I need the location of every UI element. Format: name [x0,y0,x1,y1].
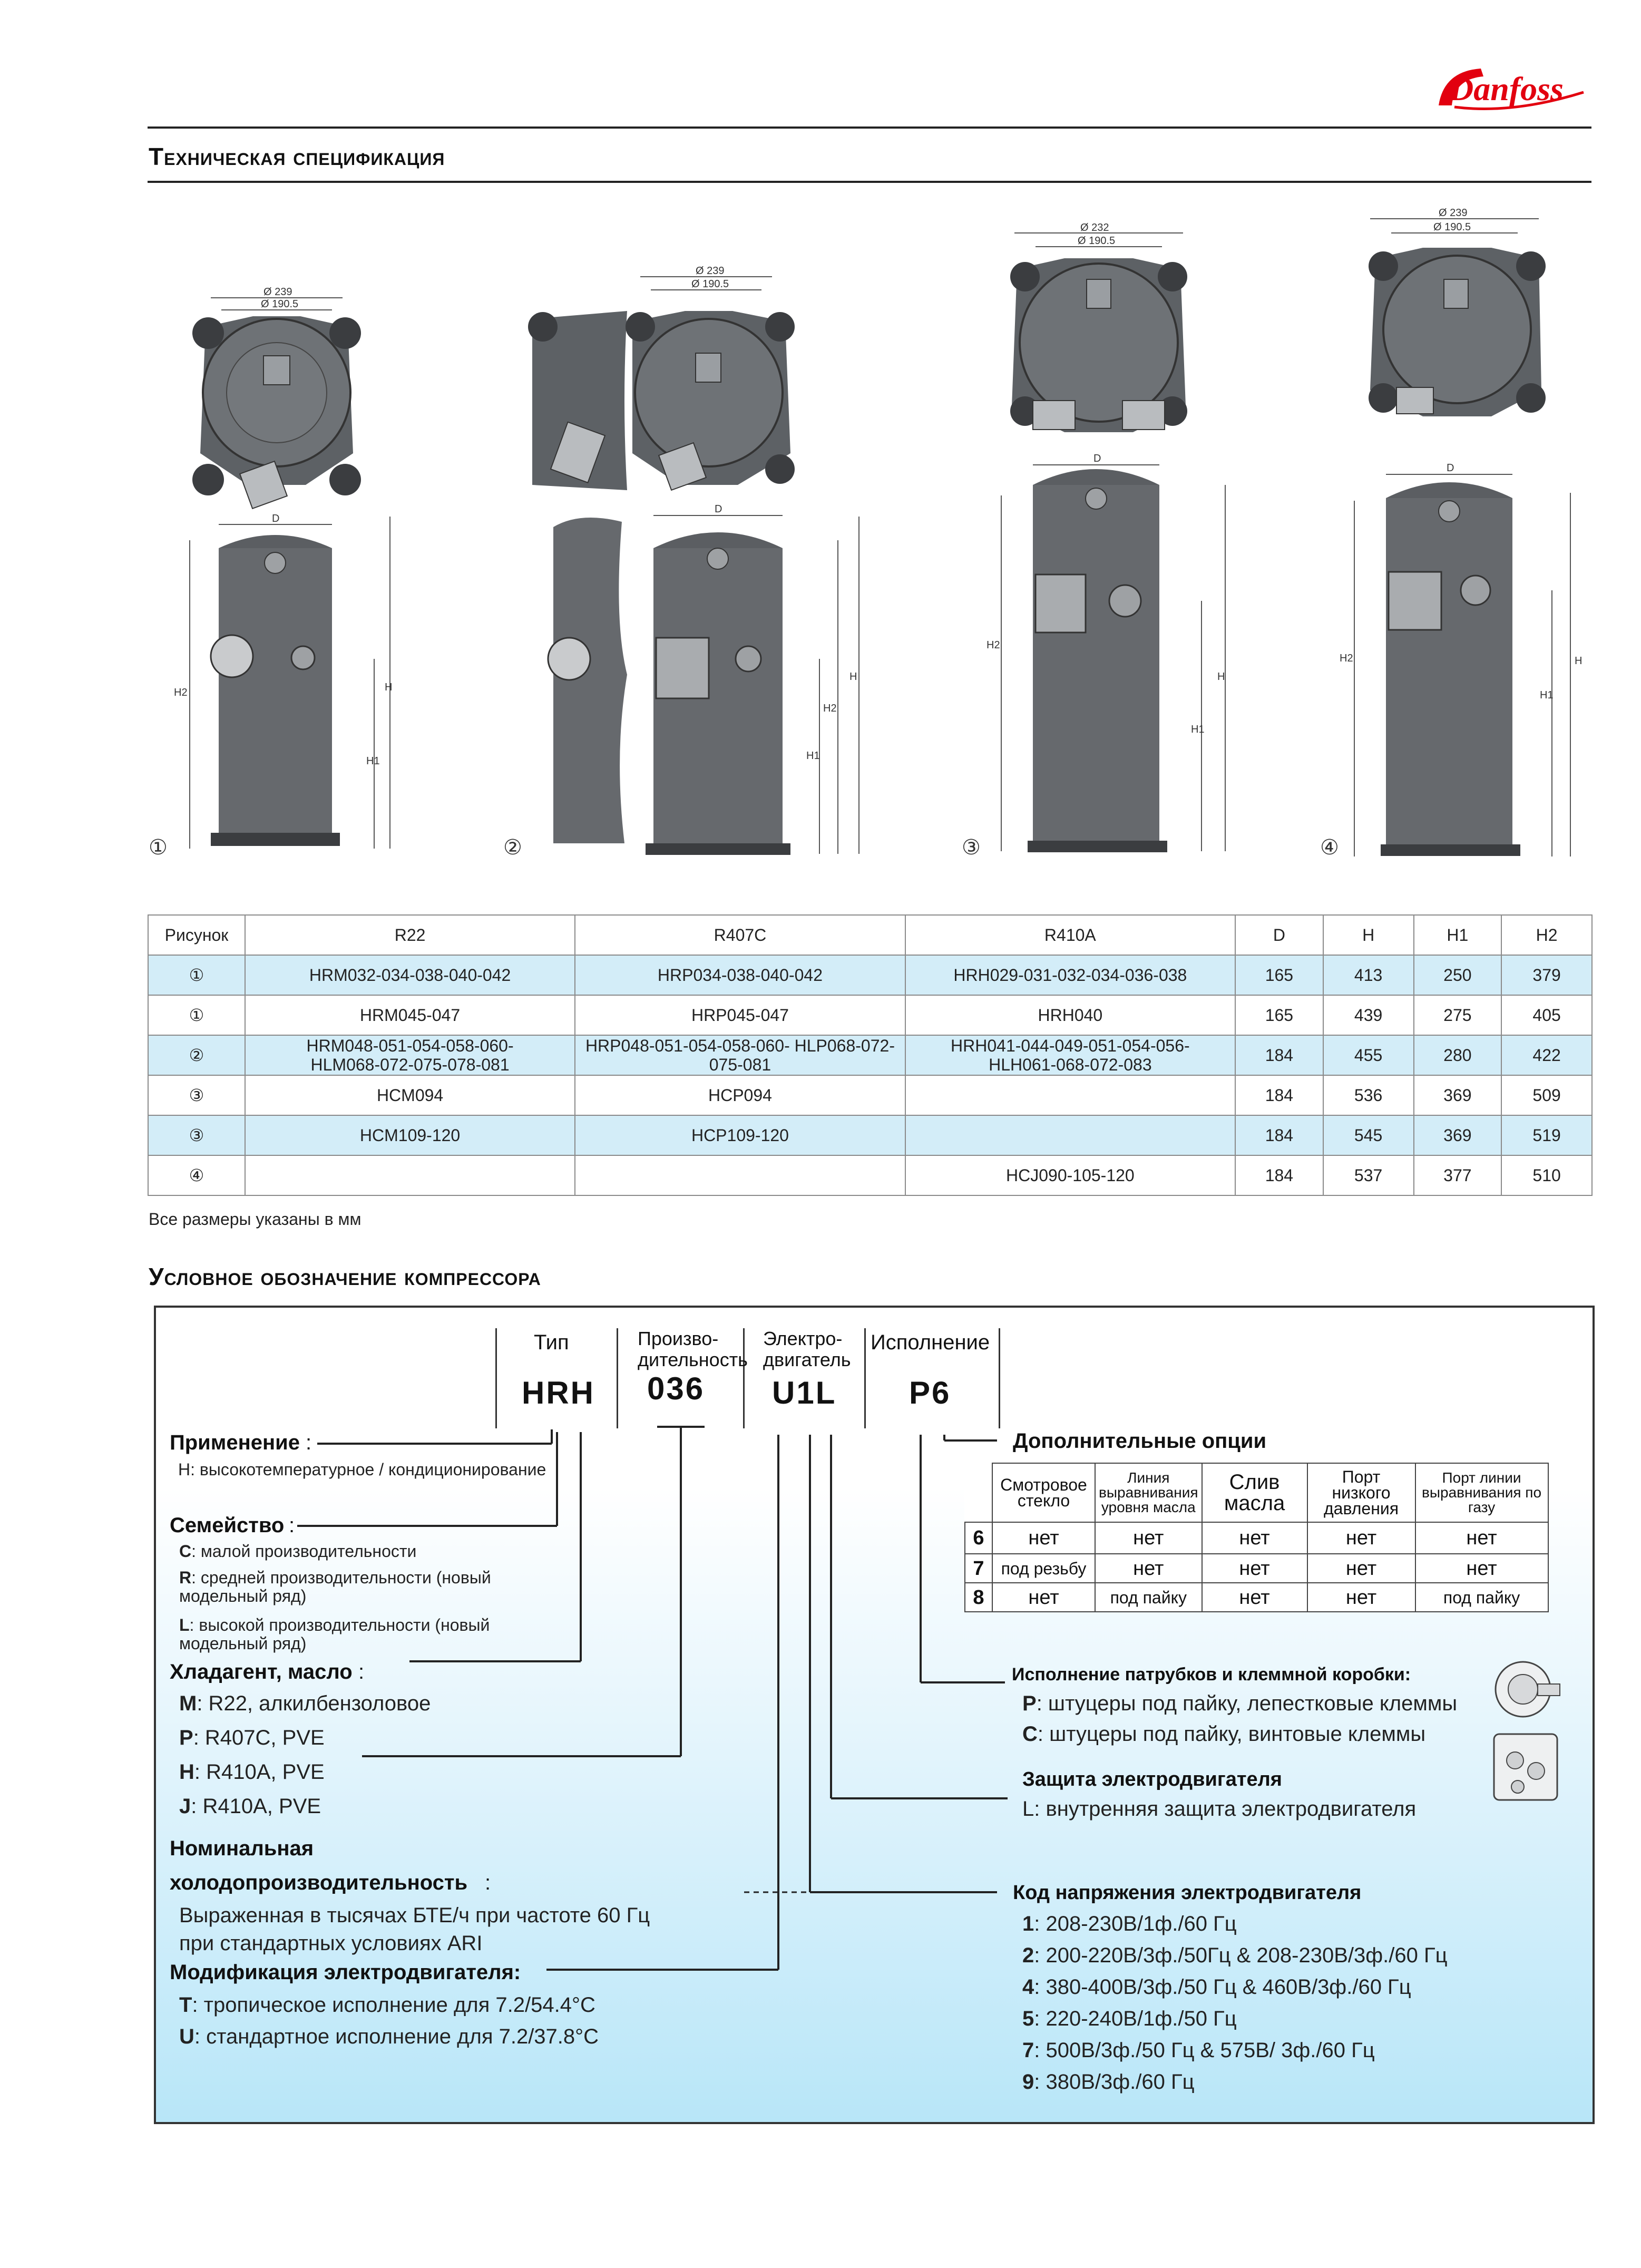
header-cell: D [1235,915,1323,955]
voltage-item [1022,2070,1195,2094]
table-cell: HRP045-047 [575,995,905,1035]
voltage-value: : 200-220В/3ф./50Гц & 208-230В/3ф./60 Гц [1034,1944,1448,1967]
header-cell: H1 [1414,915,1502,955]
table-cell: 519 [1501,1115,1592,1155]
top-rule [148,126,1591,129]
motor-mod-title: Модификация электродвигателя: [170,1961,521,1984]
header-cell: R407C [575,915,905,955]
options-row [965,1554,1548,1583]
table-cell: HCJ090-105-120 [905,1155,1235,1195]
options-cell: нет [1307,1554,1415,1583]
table-row [148,1075,1592,1115]
application-text: H: высокотемпературное / кондиционирование [178,1460,546,1479]
section-title-spec: Техническая спецификация [149,143,445,170]
header-cell: H [1323,915,1414,955]
capacity-title-a: Номинальная [170,1837,314,1860]
voltage-item [1022,1912,1237,1936]
family-item [179,1586,306,1606]
family-item [179,1542,416,1561]
refrigerant-item [179,1692,431,1716]
table-row [148,955,1592,995]
figure-2-drawing [522,253,901,864]
table-cell: 184 [1235,1075,1323,1115]
code-value-motor: U1L [772,1375,837,1410]
table-cell [905,1035,1235,1075]
family-colon: : [289,1514,295,1537]
options-title: Дополнительные опции [1013,1429,1267,1453]
table-cell [575,1035,905,1075]
fig1-h2-label: H2 [174,687,188,698]
table-cell: ① [148,955,245,995]
table-cell: 280 [1414,1035,1502,1075]
fig4-h1-label: H1 [1540,689,1554,701]
voltage-item [1022,2039,1375,2062]
table-cell: 413 [1323,955,1414,995]
application-title: Применение [170,1431,300,1454]
fig4-d-label: D [1447,462,1454,474]
units-note: Все размеры указаны в мм [149,1210,362,1229]
screw-terminal-icon [1494,1734,1557,1800]
options-cell: нет [1202,1554,1307,1583]
table-row [148,1155,1592,1195]
options-header: Смотровое стекло [992,1463,1095,1522]
fig1-h1-label: H1 [366,755,380,767]
options-cell: нет [1202,1583,1307,1612]
options-cell: нет [1307,1583,1415,1612]
options-cell: под пайку [1415,1583,1548,1612]
table-cell: 422 [1501,1035,1592,1075]
code-value-type: HRH [522,1375,595,1410]
refrigerant-value: : R410A, PVE [191,1795,321,1818]
voltage-item [1022,1975,1411,1999]
voltage-value: : 208-230В/1ф./60 Гц [1034,1912,1237,1935]
table-cell: HRM032-034-038-040-042 [245,955,575,995]
options-cell: нет [1202,1522,1307,1554]
options-corner [965,1463,992,1522]
table-cell: 165 [1235,955,1323,995]
table-cell: ④ [148,1155,245,1195]
table-cell: 369 [1414,1115,1502,1155]
table-cell: ③ [148,1115,245,1155]
fig4-h2-label: H2 [1340,653,1353,664]
header-cell: Рисунок [148,915,245,955]
options-cell: под пайку [1095,1583,1202,1612]
fig1-d-label: D [272,513,280,524]
refrigerant-item [179,1726,325,1750]
table-cell [245,1035,575,1075]
table-cell: HCM109-120 [245,1115,575,1155]
fig2-top-d2: Ø 190.5 [691,278,729,290]
cell-line: HRH041-044-049-051-054-056- [951,1036,1190,1055]
cell-line: HRP048-051-054-058-060- HLP068-072- [585,1036,895,1055]
figure-3-drawing [985,211,1281,864]
voltage-key: 7 [1022,2039,1034,2062]
table-cell: 509 [1501,1075,1592,1115]
options-table [964,1463,1549,1612]
connections-item [1022,1692,1457,1716]
motor-mod-item [179,2025,599,2049]
fig4-h-label: H [1575,655,1583,667]
table-cell: 369 [1414,1075,1502,1115]
code-col-motor-b: двигатель [763,1349,851,1370]
svg-text:Danfoss: Danfoss [1449,70,1564,108]
table-cell: HCP109-120 [575,1115,905,1155]
fig3-top-d1: Ø 232 [1080,222,1109,233]
fig4-top-d1: Ø 239 [1439,207,1468,219]
voltage-item [1022,1944,1448,1968]
fig1-h-label: H [385,682,393,693]
refrigerant-key: J [179,1795,191,1818]
voltage-value: : 500В/3ф./50 Гц & 575В/ 3ф./60 Гц [1034,2039,1375,2062]
connections-value: : штуцеры под пайку, винтовые клеммы [1037,1722,1426,1746]
table-row [148,995,1592,1035]
fig2-h-label: H [849,671,857,683]
table-cell: HCP094 [575,1075,905,1115]
options-cell: нет [1415,1554,1548,1583]
family-value: : высокой производительности (новый [189,1615,490,1634]
fig3-h-label: H [1217,671,1225,683]
code-value-exec: P6 [909,1375,951,1410]
table-cell: 184 [1235,1155,1323,1195]
cell-line: HLH061-068-072-083 [989,1055,1152,1074]
options-header: Порт низкого давления [1307,1463,1415,1522]
code-col-perf-a: Произво- [638,1328,719,1349]
table-cell: 165 [1235,995,1323,1035]
options-cell: нет [1095,1554,1202,1583]
table-cell: ② [148,1035,245,1075]
voltage-item [1022,2007,1237,2031]
table-cell: 439 [1323,995,1414,1035]
refrigerant-colon: : [358,1660,365,1683]
motor-mod-key: U [179,2025,194,2048]
code-col-type: Тип [534,1331,569,1354]
protection-text: L: внутренняя защита электродвигателя [1022,1797,1417,1821]
table-cell: 377 [1414,1155,1502,1195]
connections-title: Исполнение патрубков и клеммной коробки: [1012,1665,1411,1685]
options-cell: под резьбу [992,1554,1095,1583]
options-cell: нет [1307,1522,1415,1554]
options-cell: нет [1415,1522,1548,1554]
code-value-perf: 036 [647,1371,705,1406]
cell-line: HLM068-072-075-078-081 [310,1055,510,1074]
refrigerant-key: M [179,1692,197,1715]
options-header: Линия выравнивания уровня масла [1095,1463,1202,1522]
figure-4-number: ④ [1320,836,1339,859]
fig3-h1-label: H1 [1191,724,1205,735]
options-cell: нет [992,1583,1095,1612]
table-cell: 536 [1323,1075,1414,1115]
motor-mod-item [179,1993,595,2017]
table-row [148,1115,1592,1155]
motor-mod-key: T [179,1993,192,2017]
protection-title: Защита электродвигателя [1022,1768,1282,1790]
family-key: C [179,1542,192,1561]
code-col-exec: Исполнение [871,1331,990,1354]
voltage-key: 4 [1022,1975,1034,1999]
fig2-top-d1: Ø 239 [696,265,725,277]
table-cell: 405 [1501,995,1592,1035]
cell-line: HRM048-051-054-058-060- [306,1036,514,1055]
table-cell: 510 [1501,1155,1592,1195]
options-row-code: 6 [965,1522,992,1554]
table-cell: 455 [1323,1035,1414,1075]
refrigerant-value: : R410A, PVE [194,1760,325,1784]
danfoss-logo [1433,55,1591,119]
table-cell: HCM094 [245,1075,575,1115]
family-title: Семейство [170,1514,285,1537]
voltage-key: 9 [1022,2070,1034,2094]
motor-mod-value: : стандартное исполнение для 7.2/37.8°C [194,2025,599,2048]
capacity-colon: : [485,1871,491,1894]
header-cell: R410A [905,915,1235,955]
table-cell [245,1155,575,1195]
family-key: L [179,1615,190,1634]
table-cell: 545 [1323,1115,1414,1155]
options-row [965,1583,1548,1612]
section-rule [148,181,1591,183]
refrigerant-value: : R22, алкилбензоловое [197,1692,431,1715]
figure-1-drawing [153,274,427,864]
application-colon: : [306,1431,312,1454]
table-row [148,1035,1592,1075]
capacity-text-b: при стандартных условиях ARI [179,1932,483,1955]
connections-key: C [1022,1722,1038,1746]
table-cell: ③ [148,1075,245,1115]
table-cell: 537 [1323,1155,1414,1195]
table-cell: HRH040 [905,995,1235,1035]
section-title-designation: Условное обозначение компрессора [149,1263,541,1290]
connections-item [1022,1722,1425,1746]
table-cell: 379 [1501,955,1592,995]
voltage-value: : 380В/3ф./60 Гц [1034,2070,1195,2094]
options-row-code: 7 [965,1554,992,1583]
refrigerant-value: : R407C, PVE [193,1726,325,1749]
family-value: : средней производительности (новый [191,1568,491,1587]
voltage-value: : 220-240В/1ф./50 Гц [1034,2007,1237,2030]
figure-1-number: ① [149,836,168,859]
table-cell: 184 [1235,1115,1323,1155]
table-header-row [148,915,1592,955]
fig2-d-label: D [715,503,722,515]
table-cell: HRM045-047 [245,995,575,1035]
fig3-h2-label: H2 [986,639,1000,651]
motor-mod-value: : тропическое исполнение для 7.2/54.4°C [192,1993,595,2017]
options-cell: нет [1095,1522,1202,1554]
fig2-h1-label: H1 [806,750,820,762]
capacity-text-a: Выраженная в тысячах БТЕ/ч при частоте 60 Гц [179,1904,650,1927]
voltage-key: 5 [1022,2007,1034,2030]
spec-table [148,914,1593,1196]
refrigerant-item [179,1795,321,1818]
family-value: модельный ряд) [179,1634,307,1653]
options-header: Порт линии выравнивания по газу [1415,1463,1548,1522]
code-col-motor-a: Электро- [763,1328,843,1349]
capacity-title-b: холодопроизводительность [170,1871,468,1894]
table-cell: HRH029-031-032-034-036-038 [905,955,1235,995]
connections-value: : штуцеры под пайку, лепестковые клеммы [1036,1692,1458,1715]
voltage-key: 2 [1022,1944,1034,1967]
header-cell: H2 [1501,915,1592,955]
table-cell [575,1155,905,1195]
family-item [179,1568,491,1588]
voltage-title: Код напряжения электродвигателя [1013,1882,1362,1904]
table-cell: ① [148,995,245,1035]
fig2-h2-label: H2 [823,703,837,714]
table-cell: 184 [1235,1035,1323,1075]
voltage-key: 1 [1022,1912,1034,1935]
figure-4-drawing [1339,206,1591,864]
family-value: : малой производительности [191,1542,417,1561]
table-cell [905,1075,1235,1115]
options-cell: нет [992,1522,1095,1554]
table-cell: HRP034-038-040-042 [575,955,905,995]
family-key: R [179,1568,192,1587]
connections-key: P [1022,1692,1037,1715]
fig3-d-label: D [1093,453,1101,464]
refrigerant-key: H [179,1760,194,1784]
refrigerant-key: P [179,1726,193,1749]
options-row [965,1522,1548,1554]
table-cell [905,1115,1235,1155]
code-col-perf-b: дительность [638,1349,748,1370]
header-cell: R22 [245,915,575,955]
fig1-top-d2: Ø 190.5 [261,298,299,310]
options-row-code: 8 [965,1583,992,1612]
options-header-row [965,1463,1548,1522]
fig3-top-d2: Ø 190.5 [1078,235,1116,247]
table-cell: 250 [1414,955,1502,995]
cell-line: 075-081 [709,1055,771,1074]
refrigerant-title: Хладагент, масло [170,1660,353,1683]
table-cell: 275 [1414,995,1502,1035]
family-item [179,1634,306,1653]
fig1-top-d1: Ø 239 [263,286,292,298]
fig4-top-d2: Ø 190.5 [1433,221,1471,233]
voltage-value: : 380-400В/3ф./50 Гц & 460В/3ф./60 Гц [1034,1975,1411,1999]
terminal-box-images [1476,1655,1570,1813]
family-value: модельный ряд) [179,1586,307,1605]
refrigerant-item [179,1760,325,1784]
figure-2-number: ② [503,836,522,859]
options-header: Слив масла [1202,1463,1307,1522]
family-item [179,1615,490,1635]
figure-3-number: ③ [962,836,981,859]
